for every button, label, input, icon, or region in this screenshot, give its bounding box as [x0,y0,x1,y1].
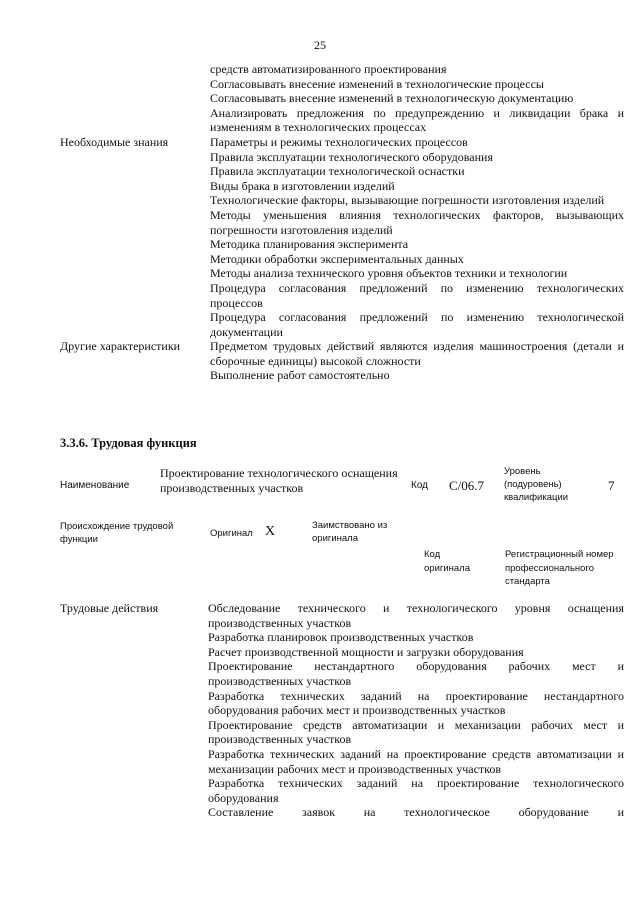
code-original-label: Код оригинала [424,549,471,574]
list-item: Проектирование нестандартного оборудования рабочих мест и производственных участков [208,659,624,688]
original-label: Оригинал [210,528,253,539]
name-label: Наименование [60,480,130,491]
borrowed-label: Заимствовано из оригинала [312,520,388,544]
list-item: Разработка планировок производственных участков [208,630,474,645]
list-item: Анализировать предложения по предупреждению и ликвидации брака и изменениям в технологических процессах [210,105,624,135]
list-item: Разработка технических заданий на проектирование технологического оборудования [208,776,624,805]
knowledge-row [60,135,624,339]
other-characteristics-row [60,339,624,383]
other-characteristics-label: Другие характеристики [60,339,181,354]
qualification-level-label: Уровень (подуровень) квалификации [504,466,569,503]
list-item: средств автоматизированного проектирования [210,62,447,76]
original-mark: X [265,524,276,539]
other-characteristics-list [210,339,624,383]
code-value: С/06.7 [449,478,485,493]
list-item: Методики обработки экспериментальных данных [210,251,464,266]
skills-list [210,62,624,135]
knowledge-label: Необходимые знания [60,134,169,149]
list-item: Правила эксплуатации технологической оснастки [210,164,465,179]
empty-label-cell [60,62,210,135]
skills-continuation-row [60,62,624,135]
list-item: Разработка технических заданий на проектирование нестандартного оборудования рабочих мест и производственных участков [208,688,624,718]
list-item: Правила эксплуатации технологического оборудования [210,149,493,164]
knowledge-list [210,135,624,339]
labor-actions-label: Трудовые действия [60,601,159,615]
list-item: Согласовывать внесение изменений в технологические процессы [210,76,544,91]
registration-number-label: Регистрационный номер профессионального стандарта [505,549,614,587]
list-item: Согласовывать внесение изменений в технологическую документацию [210,91,574,106]
list-item: Составление заявок на технологическое оборудование и [208,805,624,820]
list-item: Методика планирования эксперимента [210,237,409,252]
page-number: 25 [314,38,326,52]
origin-label: Происхождение трудовой функции [60,521,174,545]
list-item: Процедура согласования предложений по изменению технологической документации [210,310,624,339]
code-label: Код [411,480,429,491]
list-item: Технологические факторы, вызывающие погрешности изготовления изделий [210,193,605,208]
labor-actions-list [208,601,624,820]
list-item: Методы анализа технического уровня объектов техники и технологии [210,266,568,281]
list-item: Методы уменьшения влияния технологических факторов, вызывающих погрешности изготовления изделий [210,207,624,237]
list-item: Расчет производственной мощности и загрузки оборудования [208,644,524,659]
labor-actions-row [60,601,624,820]
list-item: Процедура согласования предложений по изменению технологических процессов [210,280,624,310]
qualification-level-value: 7 [608,478,615,493]
function-name-value: Проектирование технологического оснащения производственных участков [160,466,398,495]
list-item: Параметры и режимы технологических процессов [210,134,468,149]
list-item: Обследование технического и технологического уровня оснащения производственных участков [208,601,624,630]
list-item: Проектирование средств автоматизации и механизации рабочих мест и производственных участков [208,717,624,747]
list-item: Разработка технических заданий на проектирование средств автоматизации и механизации рабочих мест и производственных участков [208,746,624,776]
list-item: Предметом трудовых действий являются изделия машиностроения (детали и сборочные единицы) высокой сложности [210,339,624,368]
list-item: Выполнение работ самостоятельно [210,368,390,383]
skills-knowledge-block [60,62,624,383]
section-title: 3.3.6. Трудовая функция [60,436,197,450]
labor-actions-block [60,601,624,820]
list-item: Виды брака в изготовлении изделий [210,178,395,193]
